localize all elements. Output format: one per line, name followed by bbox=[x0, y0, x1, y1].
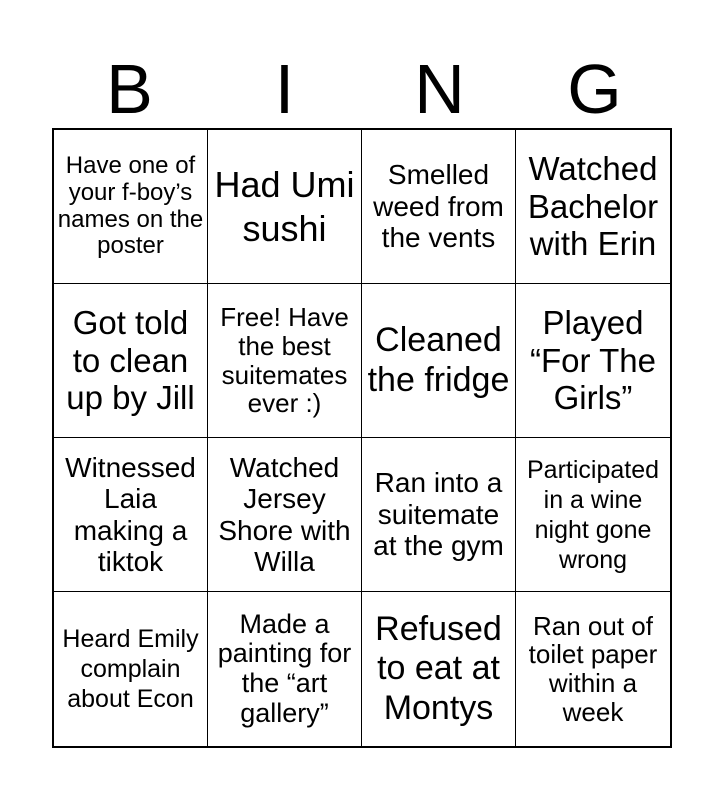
header-letter-b: B bbox=[106, 50, 153, 128]
cell-label: Watched Bachelor with Erin bbox=[527, 149, 659, 263]
bingo-cell-r4c3[interactable] bbox=[362, 592, 516, 746]
bingo-cell-r1c1[interactable] bbox=[54, 130, 208, 284]
cell-label: Ran into a suitemate at the gym bbox=[373, 467, 504, 562]
cell-label: Refused to eat at Montys bbox=[375, 610, 502, 727]
cell-label: Ran out of toilet paper within a week bbox=[528, 610, 658, 727]
bingo-board bbox=[52, 128, 672, 748]
header-letter-g: G bbox=[567, 50, 622, 128]
bingo-cell-r2c4[interactable] bbox=[516, 284, 670, 438]
bingo-cell-r2c1[interactable] bbox=[54, 284, 208, 438]
bingo-cell-r1c4[interactable] bbox=[516, 130, 670, 284]
cell-label: Cleaned the fridge bbox=[367, 321, 510, 399]
bingo-cell-r4c4[interactable] bbox=[516, 592, 670, 746]
header-letter-i: I bbox=[274, 50, 295, 128]
bingo-cell-r4c1[interactable] bbox=[54, 592, 208, 746]
cell-label: Got told to clean up by Jill bbox=[66, 303, 195, 417]
cell-label: Watched Jersey Shore with Willa bbox=[218, 451, 351, 577]
cell-label: Had Umi sushi bbox=[214, 163, 355, 249]
bingo-cell-r2c3[interactable] bbox=[362, 284, 516, 438]
bingo-cell-r3c4[interactable] bbox=[516, 438, 670, 592]
cell-label: Played “For The Girls” bbox=[530, 303, 656, 417]
bingo-cell-r3c1[interactable] bbox=[54, 438, 208, 592]
cell-label: Smelled weed from the vents bbox=[373, 159, 504, 254]
bingo-cell-r3c3[interactable] bbox=[362, 438, 516, 592]
cell-label: Participated in a wine night gone wrong bbox=[526, 455, 660, 574]
cell-label: Made a painting for the “art gallery” bbox=[217, 608, 352, 728]
bingo-cell-r2c2[interactable] bbox=[208, 284, 362, 438]
header-letter-n: N bbox=[414, 50, 465, 128]
cell-label: Heard Emily complain about Econ bbox=[62, 625, 199, 713]
bingo-cell-r1c2[interactable] bbox=[208, 130, 362, 284]
cell-label: Have one of your f-boy’s names on the poster bbox=[57, 151, 204, 260]
bingo-cell-r4c2[interactable] bbox=[208, 592, 362, 746]
bingo-cell-r1c3[interactable] bbox=[362, 130, 516, 284]
cell-label: Free! Have the best suitemates ever :) bbox=[220, 302, 349, 419]
bingo-header bbox=[52, 50, 672, 128]
bingo-cell-r3c2[interactable] bbox=[208, 438, 362, 592]
cell-label: Witnessed Laia making a tiktok bbox=[65, 451, 196, 577]
